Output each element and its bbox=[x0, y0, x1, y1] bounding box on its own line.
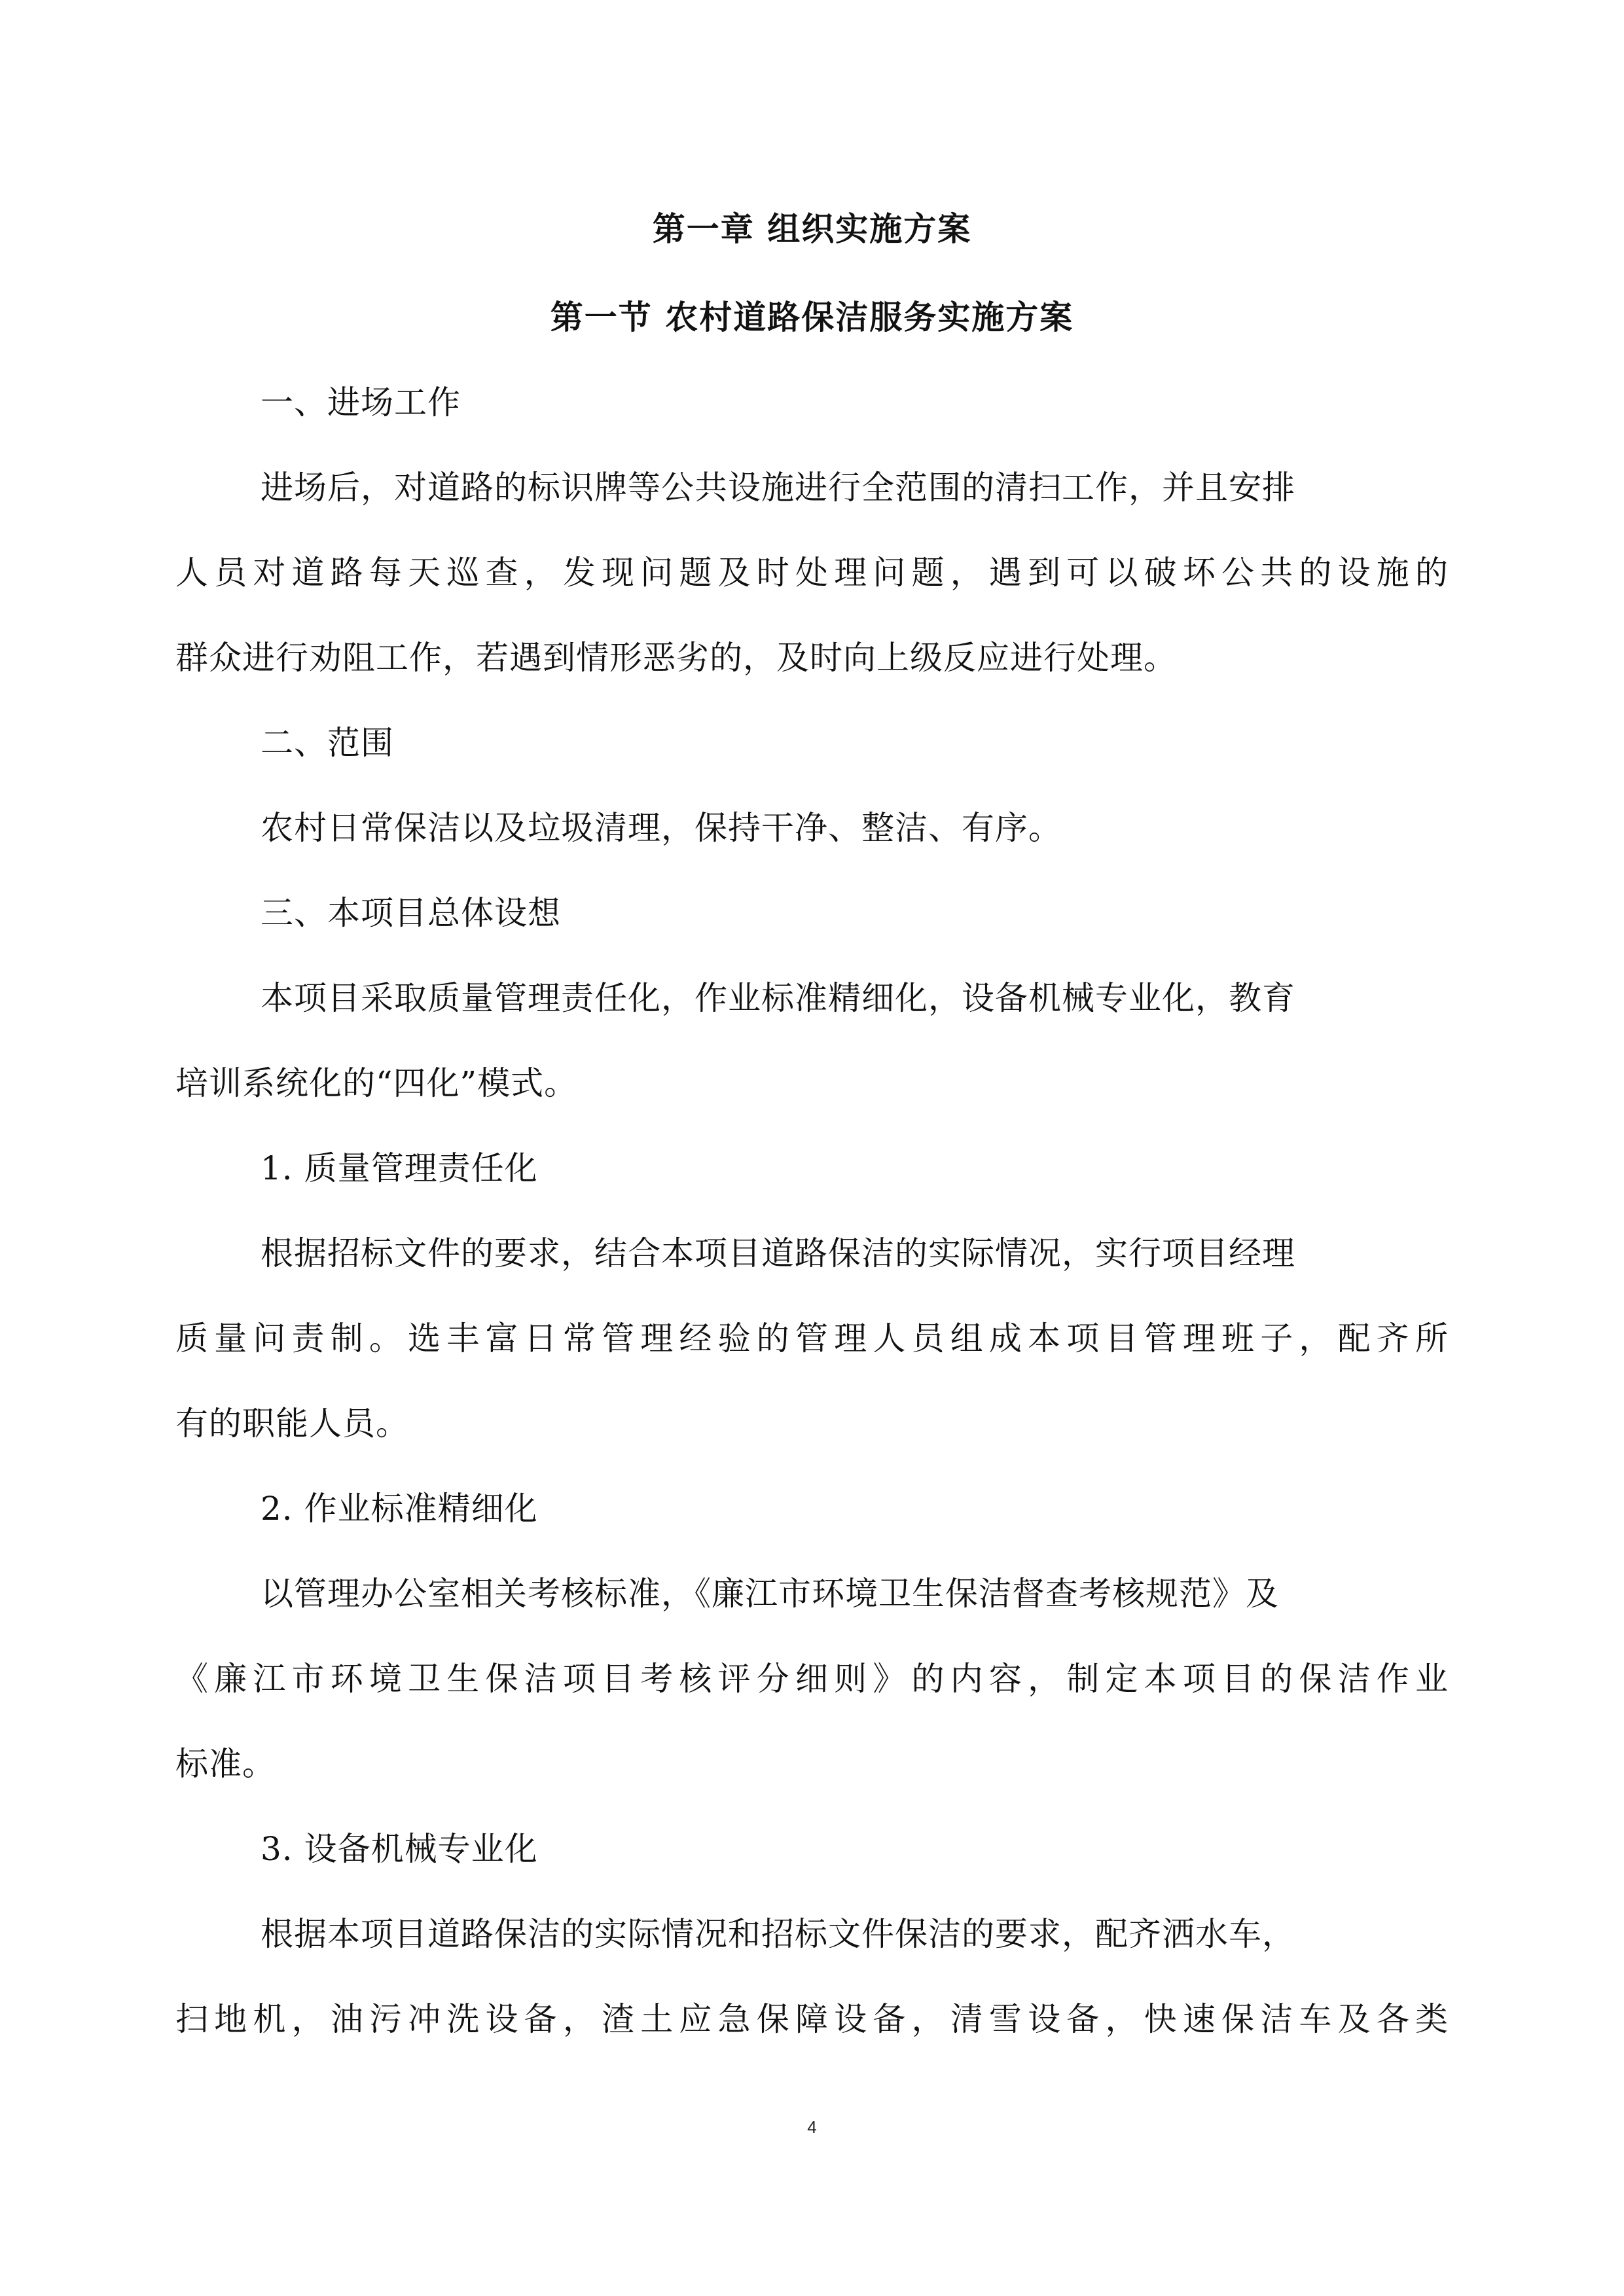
paragraph-line: 培训系统化的“四化”模式。 bbox=[175, 1064, 578, 1102]
paragraph-line: 《廉江市环境卫生保洁项目考核评分细则》的内容，制定本项目的保洁作业 bbox=[175, 1660, 1449, 1698]
paragraph-line: 以管理办公室相关考核标准，《廉江市环境卫生保洁督查考核规范》及 bbox=[261, 1575, 1279, 1613]
paragraph-line: 农村日常保洁以及垃圾清理，保持干净、整洁、有序。 bbox=[261, 809, 1062, 847]
chapter-title: 第一章 组织实施方案 bbox=[652, 210, 972, 248]
heading-overall-concept: 三、本项目总体设想 bbox=[261, 894, 561, 932]
paragraph-line: 质量问责制。选丰富日常管理经验的管理人员组成本项目管理班子，配齐所 bbox=[175, 1319, 1449, 1357]
heading-scope: 二、范围 bbox=[261, 724, 394, 762]
subheading-equipment: 3. 设备机械专业化 bbox=[261, 1830, 538, 1868]
paragraph-line: 人员对道路每天巡查，发现问题及时处理问题，遇到可以破坏公共的设施的 bbox=[175, 554, 1449, 592]
subheading-operation-standard: 2. 作业标准精细化 bbox=[261, 1490, 538, 1528]
section-title: 第一节 农村道路保洁服务实施方案 bbox=[550, 298, 1074, 336]
paragraph-line: 扫地机，油污冲洗设备，渣土应急保障设备，清雪设备，快速保洁车及各类 bbox=[175, 2000, 1449, 2038]
heading-entry-work: 一、进场工作 bbox=[261, 384, 461, 422]
paragraph-line: 群众进行劝阻工作，若遇到情形恶劣的，及时向上级反应进行处理。 bbox=[175, 639, 1177, 677]
paragraph-line: 根据招标文件的要求，结合本项目道路保洁的实际情况，实行项目经理 bbox=[261, 1234, 1295, 1272]
paragraph-line: 有的职能人员。 bbox=[175, 1405, 409, 1443]
page-number: 4 bbox=[807, 2117, 817, 2137]
paragraph-line: 根据本项目道路保洁的实际情况和招标文件保洁的要求，配齐洒水车， bbox=[261, 1915, 1295, 1953]
paragraph-line: 标准。 bbox=[175, 1745, 276, 1783]
paragraph-line: 进场后，对道路的标识牌等公共设施进行全范围的清扫工作，并且安排 bbox=[261, 469, 1295, 507]
paragraph-line: 本项目采取质量管理责任化，作业标准精细化，设备机械专业化，教育 bbox=[261, 979, 1295, 1017]
subheading-quality-management: 1. 质量管理责任化 bbox=[261, 1149, 538, 1187]
